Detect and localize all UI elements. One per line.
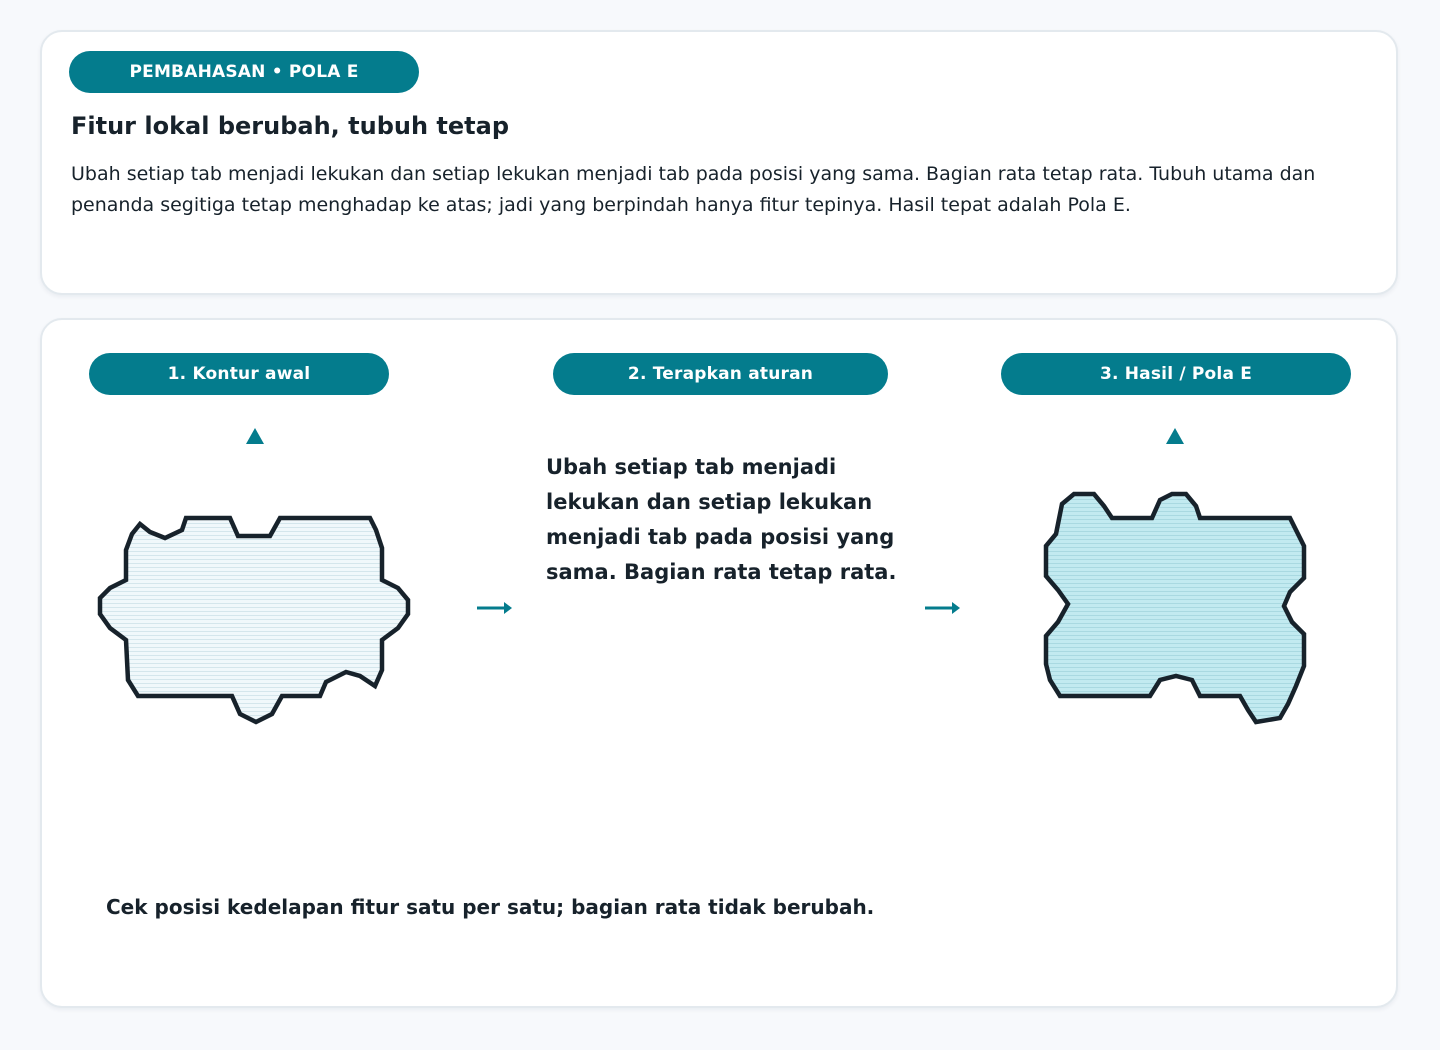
section-badge: PEMBAHASAN • POLA E [69,51,419,93]
arrow-right-icon [474,598,514,618]
result-contour-figure [1040,424,1310,724]
step-3-label: 3. Hasil / Pola E [1001,353,1351,395]
explanation-card [40,30,1398,295]
result-contour [1046,494,1304,722]
arrow-right-icon [922,598,962,618]
rule-text: Ubah setiap tab menjadi lekukan dan setiap lekukan menjadi tab pada posisi yang sama. Bagian rata tetap rata. [546,455,897,584]
original-contour-figure [96,424,416,724]
triangle-up-icon [246,428,264,444]
footer-note: Cek posisi kedelapan fitur satu per satu; bagian rata tidak berubah. [106,895,875,919]
page-title: Fitur lokal berubah, tubuh tetap [71,112,509,140]
step-1-label: 1. Kontur awal [89,353,389,395]
triangle-up-icon [1166,428,1184,444]
original-contour [100,518,408,722]
step-2-label: 2. Terapkan aturan [553,353,888,395]
explanation-text: Ubah setiap tab menjadi lekukan dan setiap lekukan menjadi tab pada posisi yang sama. Bagian rata tetap rata. Tubuh utama dan penanda segitiga tetap menghadap ke atas; jadi yang berpindah hanya fitur tepinya. Hasil tepat adalah Pola E. [71,163,1316,216]
